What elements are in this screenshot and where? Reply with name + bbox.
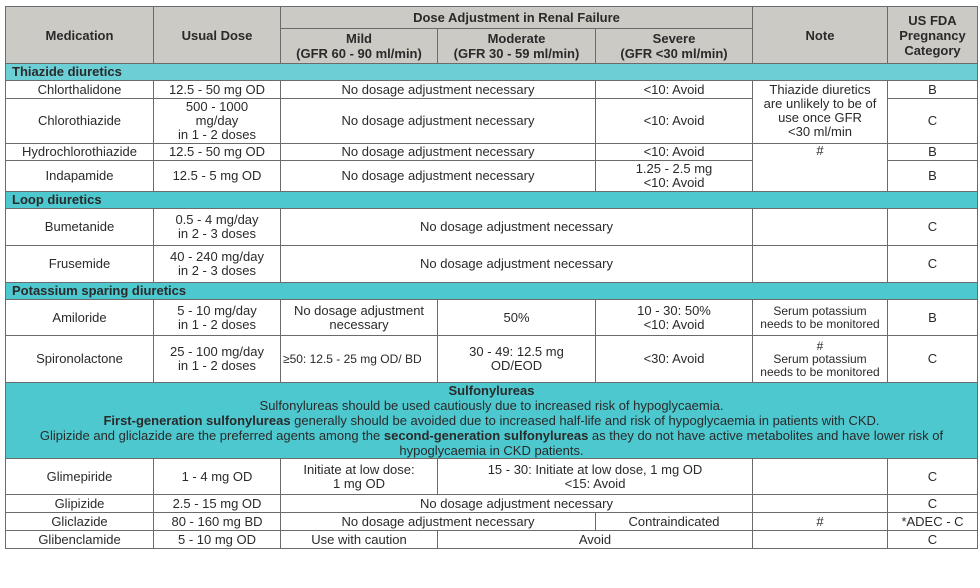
category-title: Thiazide diuretics [6,64,978,81]
col-header-note: Note [753,7,888,64]
col-header-dose-adjustment: Dose Adjustment in Renal Failure [281,7,753,29]
category-title: Loop diuretics [6,192,978,209]
table-row: Spironolactone 25 - 100 mg/day in 1 - 2 doses ≥50: 12.5 - 25 mg OD/ BD 30 - 49: 12.5 mg OD/EOD <30: Avoid # Serum potassium needs to be monitored C [6,336,978,383]
category-row-sulfonylureas: Sulfonylureas Sulfonylureas should be used cautiously due to increased risk of hypoglycaemia. First-generation sulfonylureas generally should be avoided due to increased half-life and risk of hypoglycaemia in patients with CKD. Glipizide and gliclazide are the preferred agents among the second-generation sulfonylureas as they do not have active metabolites and have lower risk of hypoglycaemia in CKD patients. [6,383,978,459]
thiazide-note-hash: # [753,144,888,192]
col-header-fda-category: US FDA Pregnancy Category [888,7,978,64]
col-header-medication: Medication [6,7,154,64]
category-title: Sulfonylureas [448,383,535,398]
col-header-usual-dose: Usual Dose [154,7,281,64]
table-row: Glipizide 2.5 - 15 mg OD No dosage adjustment necessary C [6,495,978,513]
category-row-thiazide [6,64,978,81]
table-row: Glibenclamide 5 - 10 mg OD Use with caution Avoid C [6,531,978,549]
renal-dosing-table [5,6,978,549]
table-row: Chlorothiazide 500 - 1000 mg/day in 1 - 2 doses No dosage adjustment necessary <10: Avoid C [6,99,978,144]
col-header-moderate: Moderate (GFR 30 - 59 ml/min) [438,29,596,64]
table-row: Bumetanide 0.5 - 4 mg/day in 2 - 3 doses No dosage adjustment necessary C [6,209,978,246]
table-row: Indapamide 12.5 - 5 mg OD No dosage adjustment necessary 1.25 - 2.5 mg <10: Avoid B [6,161,978,192]
category-title: Potassium sparing diuretics [6,283,978,300]
category-row-loop [6,192,978,209]
table-row: Glimepiride 1 - 4 mg OD Initiate at low dose: 1 mg OD 15 - 30: Initiate at low dose, 1 mg OD <15: Avoid C [6,459,978,495]
table-row: Chlorthalidone 12.5 - 50 mg OD No dosage adjustment necessary <10: Avoid Thiazide diuretics are unlikely to be of use once GFR <30 ml/min B [6,81,978,99]
category-row-potassium-sparing [6,283,978,300]
col-header-mild: Mild (GFR 60 - 90 ml/min) [281,29,438,64]
table-row: Frusemide 40 - 240 mg/day in 2 - 3 doses No dosage adjustment necessary C [6,246,978,283]
table-row: Hydrochlorothiazide 12.5 - 50 mg OD No dosage adjustment necessary <10: Avoid # B [6,144,978,161]
table-row: Gliclazide 80 - 160 mg BD No dosage adjustment necessary Contraindicated # *ADEC - C [6,513,978,531]
col-header-severe: Severe (GFR <30 ml/min) [596,29,753,64]
thiazide-note: Thiazide diuretics are unlikely to be of use once GFR <30 ml/min [753,81,888,144]
header-row-1 [6,7,978,29]
table-row: Amiloride 5 - 10 mg/day in 1 - 2 doses No dosage adjustment necessary 50% 10 - 30: 50% <10: Avoid Serum potassium needs to be monitored B [6,300,978,336]
